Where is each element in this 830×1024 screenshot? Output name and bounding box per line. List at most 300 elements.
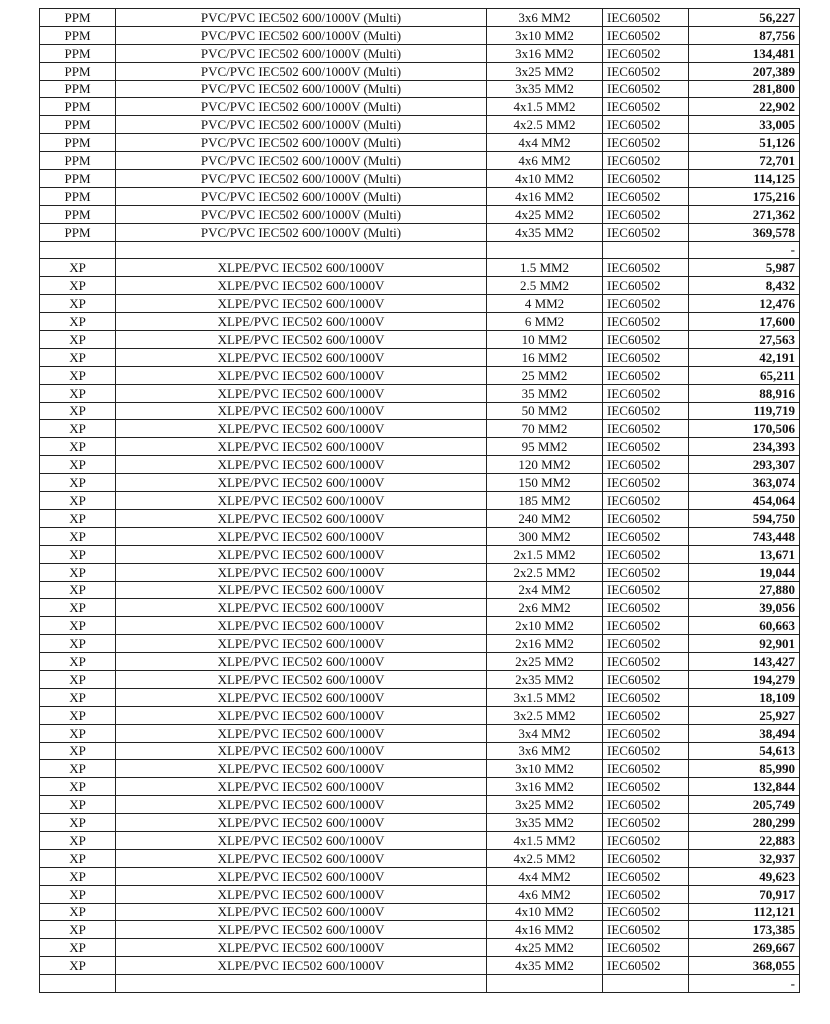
product-code-cell: XP — [40, 348, 116, 366]
product-code-cell: PPM — [40, 80, 116, 98]
standard-cell: IEC60502 — [603, 223, 689, 241]
table-row — [40, 903, 800, 921]
price-cell: 22,902 — [689, 98, 800, 116]
size-cell: 3x10 MM2 — [487, 26, 603, 44]
description-cell — [116, 241, 487, 259]
product-code-cell: PPM — [40, 44, 116, 62]
table-row — [40, 563, 800, 581]
table-row — [40, 348, 800, 366]
table-row — [40, 831, 800, 849]
size-cell: 4x25 MM2 — [487, 939, 603, 957]
product-code-cell — [40, 975, 116, 993]
price-cell: 743,448 — [689, 527, 800, 545]
table-row — [40, 814, 800, 832]
description-cell: XLPE/PVC IEC502 600/1000V — [116, 796, 487, 814]
description-cell: PVC/PVC IEC502 600/1000V (Multi) — [116, 134, 487, 152]
size-cell: 3x4 MM2 — [487, 724, 603, 742]
table-row — [40, 295, 800, 313]
description-cell: XLPE/PVC IEC502 600/1000V — [116, 653, 487, 671]
product-code-cell: PPM — [40, 62, 116, 80]
table-row — [40, 80, 800, 98]
product-code-cell: XP — [40, 402, 116, 420]
table-body — [40, 9, 800, 993]
size-cell: 4x10 MM2 — [487, 170, 603, 188]
price-cell: 87,756 — [689, 26, 800, 44]
standard-cell: IEC60502 — [603, 492, 689, 510]
product-code-cell: PPM — [40, 152, 116, 170]
price-cell: 65,211 — [689, 366, 800, 384]
product-code-cell: XP — [40, 939, 116, 957]
price-cell: 363,074 — [689, 474, 800, 492]
description-cell: PVC/PVC IEC502 600/1000V (Multi) — [116, 26, 487, 44]
price-cell: 33,005 — [689, 116, 800, 134]
price-cell: 60,663 — [689, 617, 800, 635]
description-cell: XLPE/PVC IEC502 600/1000V — [116, 957, 487, 975]
table-row — [40, 116, 800, 134]
size-cell: 3x16 MM2 — [487, 44, 603, 62]
table-row — [40, 760, 800, 778]
product-code-cell: PPM — [40, 205, 116, 223]
table-row — [40, 420, 800, 438]
product-code-cell: XP — [40, 903, 116, 921]
size-cell: 2x1.5 MM2 — [487, 545, 603, 563]
size-cell: 4x6 MM2 — [487, 152, 603, 170]
table-row — [40, 742, 800, 760]
price-cell: 143,427 — [689, 653, 800, 671]
standard-cell: IEC60502 — [603, 152, 689, 170]
standard-cell: IEC60502 — [603, 259, 689, 277]
product-code-cell: XP — [40, 492, 116, 510]
table-row — [40, 187, 800, 205]
description-cell: XLPE/PVC IEC502 600/1000V — [116, 814, 487, 832]
standard-cell: IEC60502 — [603, 653, 689, 671]
price-cell: 56,227 — [689, 9, 800, 27]
price-cell: 8,432 — [689, 277, 800, 295]
price-cell: 281,800 — [689, 80, 800, 98]
size-cell: 4x25 MM2 — [487, 205, 603, 223]
description-cell: XLPE/PVC IEC502 600/1000V — [116, 670, 487, 688]
table-row — [40, 670, 800, 688]
size-cell: 4x10 MM2 — [487, 903, 603, 921]
standard-cell: IEC60502 — [603, 116, 689, 134]
description-cell: PVC/PVC IEC502 600/1000V (Multi) — [116, 205, 487, 223]
description-cell: PVC/PVC IEC502 600/1000V (Multi) — [116, 223, 487, 241]
product-code-cell: XP — [40, 331, 116, 349]
description-cell: XLPE/PVC IEC502 600/1000V — [116, 778, 487, 796]
size-cell: 4x4 MM2 — [487, 867, 603, 885]
price-cell: 88,916 — [689, 384, 800, 402]
size-cell: 3x10 MM2 — [487, 760, 603, 778]
product-code-cell: PPM — [40, 134, 116, 152]
cable-price-table — [39, 8, 800, 993]
table-row — [40, 44, 800, 62]
table-row — [40, 653, 800, 671]
price-cell: 54,613 — [689, 742, 800, 760]
standard-cell: IEC60502 — [603, 527, 689, 545]
size-cell: 2x4 MM2 — [487, 581, 603, 599]
size-cell: 35 MM2 — [487, 384, 603, 402]
standard-cell: IEC60502 — [603, 581, 689, 599]
size-cell: 300 MM2 — [487, 527, 603, 545]
standard-cell: IEC60502 — [603, 814, 689, 832]
price-cell: 134,481 — [689, 44, 800, 62]
price-cell: 27,880 — [689, 581, 800, 599]
price-cell: 207,389 — [689, 62, 800, 80]
description-cell: XLPE/PVC IEC502 600/1000V — [116, 742, 487, 760]
product-code-cell: XP — [40, 688, 116, 706]
product-code-cell: XP — [40, 295, 116, 313]
description-cell: XLPE/PVC IEC502 600/1000V — [116, 635, 487, 653]
table-row — [40, 170, 800, 188]
size-cell: 2x35 MM2 — [487, 670, 603, 688]
standard-cell: IEC60502 — [603, 9, 689, 27]
description-cell: XLPE/PVC IEC502 600/1000V — [116, 706, 487, 724]
size-cell: 3x6 MM2 — [487, 9, 603, 27]
description-cell: XLPE/PVC IEC502 600/1000V — [116, 688, 487, 706]
table-row — [40, 778, 800, 796]
product-code-cell: PPM — [40, 9, 116, 27]
price-cell: 234,393 — [689, 438, 800, 456]
price-cell: 32,937 — [689, 849, 800, 867]
description-cell: PVC/PVC IEC502 600/1000V (Multi) — [116, 62, 487, 80]
size-cell: 4x2.5 MM2 — [487, 849, 603, 867]
size-cell: 16 MM2 — [487, 348, 603, 366]
standard-cell: IEC60502 — [603, 635, 689, 653]
product-code-cell — [40, 241, 116, 259]
standard-cell: IEC60502 — [603, 26, 689, 44]
size-cell: 4x4 MM2 — [487, 134, 603, 152]
size-cell: 25 MM2 — [487, 366, 603, 384]
product-code-cell: PPM — [40, 26, 116, 44]
description-cell: PVC/PVC IEC502 600/1000V (Multi) — [116, 187, 487, 205]
size-cell: 185 MM2 — [487, 492, 603, 510]
product-code-cell: XP — [40, 760, 116, 778]
standard-cell: IEC60502 — [603, 903, 689, 921]
price-cell: 17,600 — [689, 313, 800, 331]
product-code-cell: PPM — [40, 170, 116, 188]
size-cell: 4 MM2 — [487, 295, 603, 313]
size-cell: 4x35 MM2 — [487, 223, 603, 241]
standard-cell: IEC60502 — [603, 509, 689, 527]
standard-cell: IEC60502 — [603, 957, 689, 975]
standard-cell: IEC60502 — [603, 760, 689, 778]
price-cell: 594,750 — [689, 509, 800, 527]
size-cell: 70 MM2 — [487, 420, 603, 438]
size-cell: 120 MM2 — [487, 456, 603, 474]
price-cell: 22,883 — [689, 831, 800, 849]
price-cell: 85,990 — [689, 760, 800, 778]
standard-cell: IEC60502 — [603, 939, 689, 957]
description-cell: XLPE/PVC IEC502 600/1000V — [116, 921, 487, 939]
size-cell: 3x35 MM2 — [487, 80, 603, 98]
price-cell: 205,749 — [689, 796, 800, 814]
table-row — [40, 545, 800, 563]
price-cell: 92,901 — [689, 635, 800, 653]
standard-cell: IEC60502 — [603, 545, 689, 563]
price-cell: 454,064 — [689, 492, 800, 510]
table-row — [40, 152, 800, 170]
size-cell: 2x10 MM2 — [487, 617, 603, 635]
price-cell: 5,987 — [689, 259, 800, 277]
description-cell: XLPE/PVC IEC502 600/1000V — [116, 420, 487, 438]
description-cell: PVC/PVC IEC502 600/1000V (Multi) — [116, 44, 487, 62]
price-cell: 119,719 — [689, 402, 800, 420]
description-cell: XLPE/PVC IEC502 600/1000V — [116, 617, 487, 635]
standard-cell: IEC60502 — [603, 187, 689, 205]
standard-cell: IEC60502 — [603, 205, 689, 223]
product-code-cell: XP — [40, 617, 116, 635]
description-cell: XLPE/PVC IEC502 600/1000V — [116, 885, 487, 903]
description-cell: XLPE/PVC IEC502 600/1000V — [116, 509, 487, 527]
description-cell: XLPE/PVC IEC502 600/1000V — [116, 831, 487, 849]
table-row — [40, 688, 800, 706]
price-cell: 42,191 — [689, 348, 800, 366]
product-code-cell: XP — [40, 796, 116, 814]
size-cell: 2x25 MM2 — [487, 653, 603, 671]
standard-cell: IEC60502 — [603, 742, 689, 760]
standard-cell: IEC60502 — [603, 599, 689, 617]
size-cell: 4x16 MM2 — [487, 921, 603, 939]
size-cell: 4x6 MM2 — [487, 885, 603, 903]
price-cell: 12,476 — [689, 295, 800, 313]
product-code-cell: XP — [40, 259, 116, 277]
table-row — [40, 921, 800, 939]
size-cell: 3x25 MM2 — [487, 62, 603, 80]
size-cell: 2.5 MM2 — [487, 277, 603, 295]
size-cell: 3x1.5 MM2 — [487, 688, 603, 706]
product-code-cell: XP — [40, 277, 116, 295]
table-row — [40, 492, 800, 510]
description-cell: XLPE/PVC IEC502 600/1000V — [116, 402, 487, 420]
product-code-cell: XP — [40, 438, 116, 456]
price-cell: 175,216 — [689, 187, 800, 205]
product-code-cell: XP — [40, 563, 116, 581]
product-code-cell: XP — [40, 742, 116, 760]
price-cell: 72,701 — [689, 152, 800, 170]
standard-cell: IEC60502 — [603, 402, 689, 420]
standard-cell: IEC60502 — [603, 706, 689, 724]
description-cell: PVC/PVC IEC502 600/1000V (Multi) — [116, 80, 487, 98]
description-cell: XLPE/PVC IEC502 600/1000V — [116, 474, 487, 492]
description-cell: PVC/PVC IEC502 600/1000V (Multi) — [116, 152, 487, 170]
description-cell: XLPE/PVC IEC502 600/1000V — [116, 581, 487, 599]
product-code-cell: XP — [40, 867, 116, 885]
size-cell: 3x25 MM2 — [487, 796, 603, 814]
table-row — [40, 706, 800, 724]
standard-cell: IEC60502 — [603, 688, 689, 706]
standard-cell: IEC60502 — [603, 295, 689, 313]
price-cell: 27,563 — [689, 331, 800, 349]
product-code-cell: XP — [40, 474, 116, 492]
standard-cell: IEC60502 — [603, 98, 689, 116]
size-cell: 2x6 MM2 — [487, 599, 603, 617]
product-code-cell: XP — [40, 778, 116, 796]
price-cell: 18,109 — [689, 688, 800, 706]
standard-cell: IEC60502 — [603, 867, 689, 885]
table-row — [40, 796, 800, 814]
product-code-cell: XP — [40, 599, 116, 617]
product-code-cell: XP — [40, 313, 116, 331]
product-code-cell: XP — [40, 653, 116, 671]
table-row — [40, 599, 800, 617]
standard-cell: IEC60502 — [603, 313, 689, 331]
description-cell: XLPE/PVC IEC502 600/1000V — [116, 492, 487, 510]
table-row — [40, 62, 800, 80]
product-code-cell: XP — [40, 384, 116, 402]
table-row — [40, 98, 800, 116]
size-cell — [487, 975, 603, 993]
description-cell: PVC/PVC IEC502 600/1000V (Multi) — [116, 116, 487, 134]
description-cell: XLPE/PVC IEC502 600/1000V — [116, 903, 487, 921]
product-code-cell: XP — [40, 456, 116, 474]
price-list-sheet — [39, 8, 799, 993]
description-cell: XLPE/PVC IEC502 600/1000V — [116, 867, 487, 885]
size-cell: 3x35 MM2 — [487, 814, 603, 832]
table-row — [40, 26, 800, 44]
standard-cell: IEC60502 — [603, 456, 689, 474]
size-cell: 6 MM2 — [487, 313, 603, 331]
standard-cell — [603, 241, 689, 259]
description-cell: XLPE/PVC IEC502 600/1000V — [116, 348, 487, 366]
standard-cell: IEC60502 — [603, 366, 689, 384]
standard-cell: IEC60502 — [603, 80, 689, 98]
table-row — [40, 277, 800, 295]
description-cell: XLPE/PVC IEC502 600/1000V — [116, 295, 487, 313]
size-cell: 95 MM2 — [487, 438, 603, 456]
price-cell: 280,299 — [689, 814, 800, 832]
size-cell: 2x2.5 MM2 — [487, 563, 603, 581]
size-cell: 3x16 MM2 — [487, 778, 603, 796]
description-cell: PVC/PVC IEC502 600/1000V (Multi) — [116, 170, 487, 188]
description-cell: PVC/PVC IEC502 600/1000V (Multi) — [116, 98, 487, 116]
price-cell: - — [689, 975, 800, 993]
size-cell: 150 MM2 — [487, 474, 603, 492]
table-row — [40, 724, 800, 742]
description-cell: XLPE/PVC IEC502 600/1000V — [116, 545, 487, 563]
standard-cell: IEC60502 — [603, 849, 689, 867]
product-code-cell: XP — [40, 581, 116, 599]
product-code-cell: XP — [40, 635, 116, 653]
price-cell: 112,121 — [689, 903, 800, 921]
standard-cell: IEC60502 — [603, 474, 689, 492]
standard-cell: IEC60502 — [603, 384, 689, 402]
description-cell: XLPE/PVC IEC502 600/1000V — [116, 259, 487, 277]
price-cell: 39,056 — [689, 599, 800, 617]
table-row — [40, 581, 800, 599]
price-cell: 170,506 — [689, 420, 800, 438]
table-row — [40, 867, 800, 885]
size-cell: 4x1.5 MM2 — [487, 831, 603, 849]
product-code-cell: XP — [40, 545, 116, 563]
standard-cell: IEC60502 — [603, 563, 689, 581]
product-code-cell: XP — [40, 706, 116, 724]
table-row — [40, 438, 800, 456]
description-cell: XLPE/PVC IEC502 600/1000V — [116, 366, 487, 384]
price-cell: 51,126 — [689, 134, 800, 152]
size-cell: 3x6 MM2 — [487, 742, 603, 760]
description-cell: XLPE/PVC IEC502 600/1000V — [116, 384, 487, 402]
product-code-cell: PPM — [40, 98, 116, 116]
standard-cell: IEC60502 — [603, 438, 689, 456]
price-cell: 194,279 — [689, 670, 800, 688]
product-code-cell: XP — [40, 509, 116, 527]
table-row — [40, 527, 800, 545]
table-row — [40, 474, 800, 492]
description-cell: XLPE/PVC IEC502 600/1000V — [116, 277, 487, 295]
description-cell: XLPE/PVC IEC502 600/1000V — [116, 724, 487, 742]
size-cell: 2x16 MM2 — [487, 635, 603, 653]
standard-cell: IEC60502 — [603, 331, 689, 349]
description-cell — [116, 975, 487, 993]
price-cell: 173,385 — [689, 921, 800, 939]
standard-cell: IEC60502 — [603, 724, 689, 742]
size-cell: 4x1.5 MM2 — [487, 98, 603, 116]
product-code-cell: XP — [40, 420, 116, 438]
table-row — [40, 205, 800, 223]
price-cell: - — [689, 241, 800, 259]
size-cell: 240 MM2 — [487, 509, 603, 527]
table-row — [40, 313, 800, 331]
description-cell: XLPE/PVC IEC502 600/1000V — [116, 939, 487, 957]
product-code-cell: XP — [40, 849, 116, 867]
standard-cell: IEC60502 — [603, 277, 689, 295]
table-row — [40, 957, 800, 975]
table-row — [40, 134, 800, 152]
description-cell: XLPE/PVC IEC502 600/1000V — [116, 527, 487, 545]
product-code-cell: PPM — [40, 187, 116, 205]
price-cell: 114,125 — [689, 170, 800, 188]
product-code-cell: XP — [40, 814, 116, 832]
standard-cell: IEC60502 — [603, 831, 689, 849]
standard-cell: IEC60502 — [603, 796, 689, 814]
price-cell: 25,927 — [689, 706, 800, 724]
price-cell: 19,044 — [689, 563, 800, 581]
product-code-cell: PPM — [40, 116, 116, 134]
price-cell: 38,494 — [689, 724, 800, 742]
product-code-cell: XP — [40, 670, 116, 688]
product-code-cell: PPM — [40, 223, 116, 241]
price-cell: 49,623 — [689, 867, 800, 885]
standard-cell: IEC60502 — [603, 778, 689, 796]
description-cell: XLPE/PVC IEC502 600/1000V — [116, 456, 487, 474]
product-code-cell: XP — [40, 921, 116, 939]
standard-cell: IEC60502 — [603, 134, 689, 152]
description-cell: XLPE/PVC IEC502 600/1000V — [116, 849, 487, 867]
standard-cell: IEC60502 — [603, 44, 689, 62]
product-code-cell: XP — [40, 957, 116, 975]
standard-cell: IEC60502 — [603, 420, 689, 438]
size-cell: 50 MM2 — [487, 402, 603, 420]
description-cell: XLPE/PVC IEC502 600/1000V — [116, 599, 487, 617]
size-cell: 4x16 MM2 — [487, 187, 603, 205]
table-row — [40, 617, 800, 635]
table-row — [40, 331, 800, 349]
size-cell: 1.5 MM2 — [487, 259, 603, 277]
product-code-cell: XP — [40, 527, 116, 545]
standard-cell: IEC60502 — [603, 921, 689, 939]
size-cell — [487, 241, 603, 259]
description-cell: XLPE/PVC IEC502 600/1000V — [116, 760, 487, 778]
description-cell: PVC/PVC IEC502 600/1000V (Multi) — [116, 9, 487, 27]
standard-cell: IEC60502 — [603, 62, 689, 80]
table-row — [40, 366, 800, 384]
description-cell: XLPE/PVC IEC502 600/1000V — [116, 438, 487, 456]
table-row — [40, 402, 800, 420]
size-cell: 4x2.5 MM2 — [487, 116, 603, 134]
price-cell: 369,578 — [689, 223, 800, 241]
price-cell: 13,671 — [689, 545, 800, 563]
price-cell: 269,667 — [689, 939, 800, 957]
